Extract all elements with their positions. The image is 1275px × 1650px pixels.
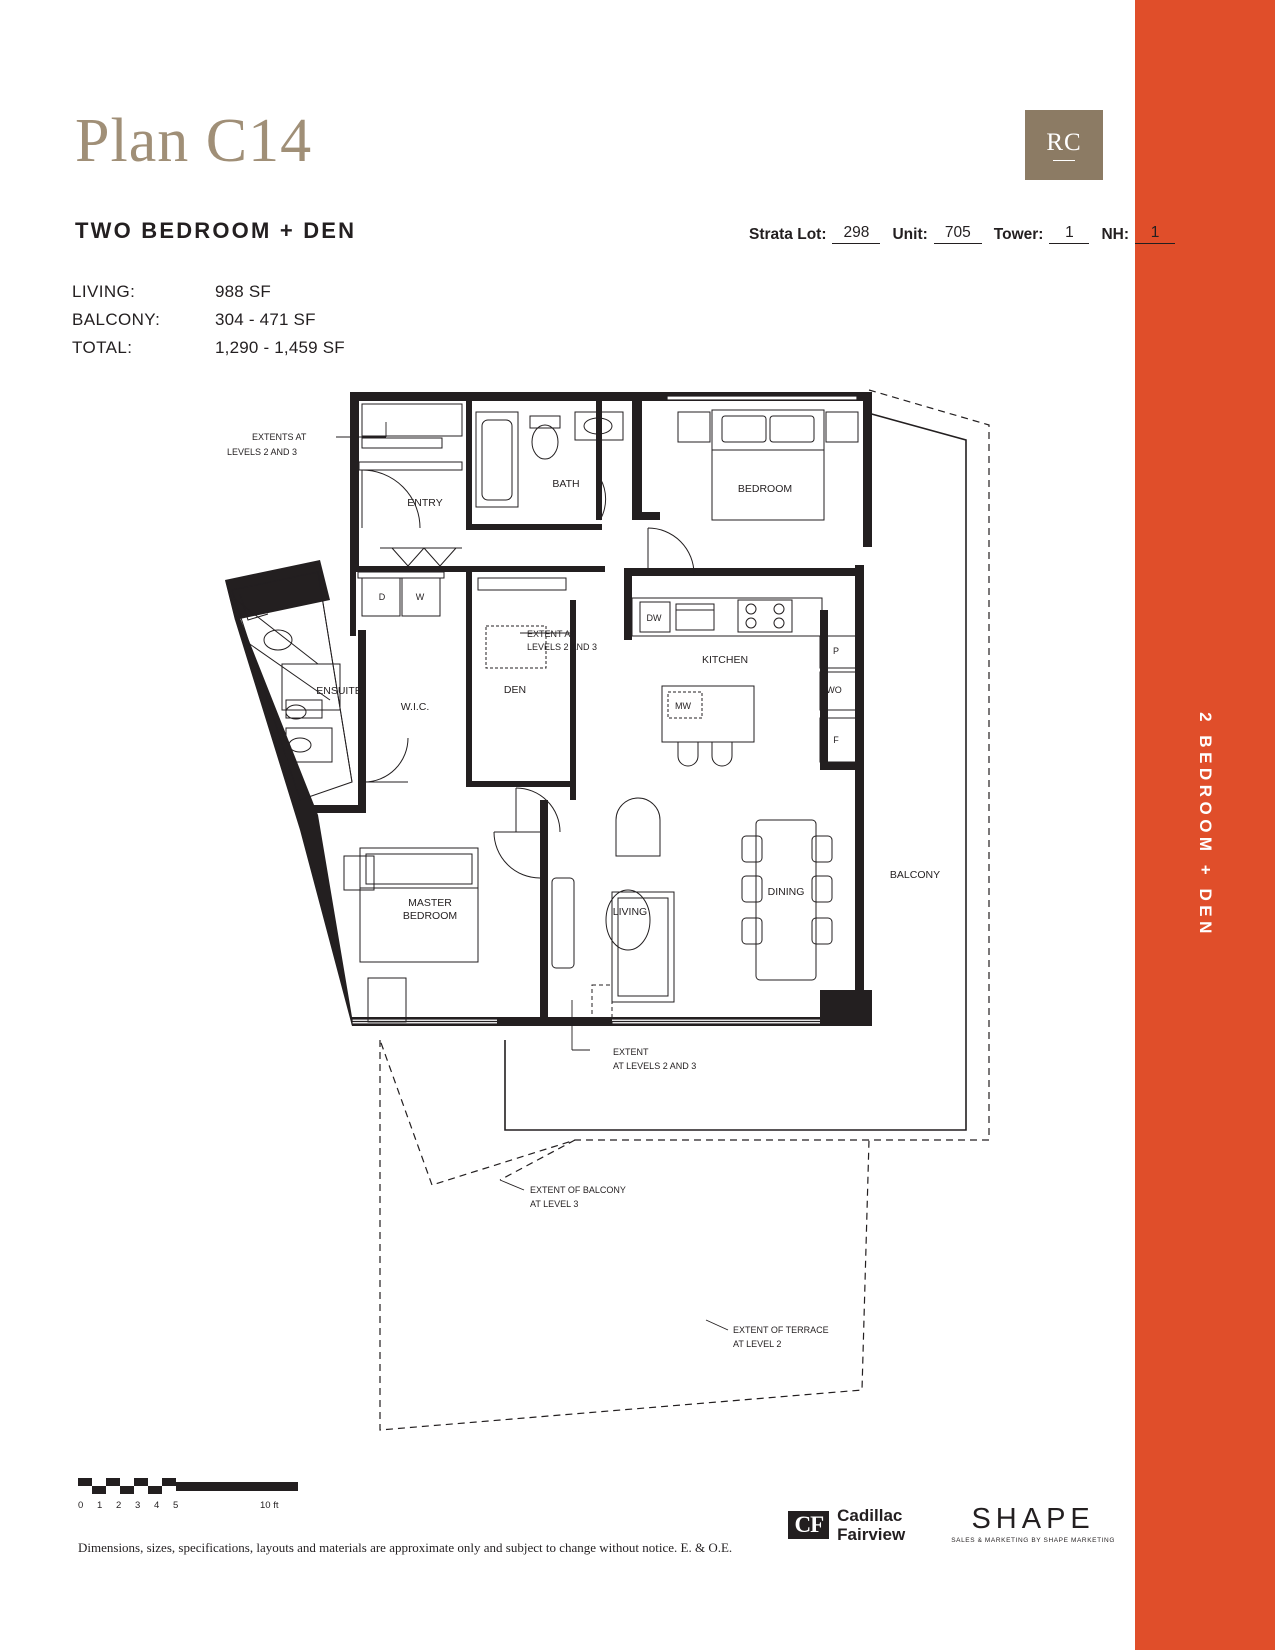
- room-label-master-bedroom: BEDROOM: [402, 910, 458, 922]
- area-total-value: 1,290 - 1,459 SF: [215, 338, 345, 357]
- footer-logos: [788, 1505, 1115, 1544]
- room-label-bath: BATH: [552, 478, 580, 490]
- rc-logo-text: RC: [1046, 128, 1082, 156]
- floor-plan: [0, 370, 1140, 1460]
- appliance-label-fridge: F: [833, 735, 839, 745]
- appliance-label-dryer: D: [378, 592, 386, 602]
- room-label-den: DEN: [503, 684, 527, 696]
- room-label-kitchen: KITCHEN: [701, 654, 749, 666]
- field-unit-label: Unit:: [892, 226, 928, 243]
- cf-wordmark: [837, 1506, 905, 1544]
- room-label-dining: DINING: [767, 886, 805, 898]
- room-label-entry: ENTRY: [407, 497, 443, 509]
- room-label-balcony: BALCONY: [889, 869, 941, 881]
- annotation-extent-line1: EXTENT: [613, 1047, 649, 1057]
- field-unit: [892, 224, 981, 244]
- shape-wordmark: SHAPE: [971, 1503, 1095, 1535]
- scale-tick-2: 2: [116, 1500, 122, 1511]
- field-strata-lot: [749, 224, 881, 244]
- appliance-label-washer: W: [415, 592, 425, 602]
- annotation-terrace-level2-line1: EXTENT OF TERRACE: [733, 1325, 829, 1335]
- annotation-balcony-level3-line1: EXTENT OF BALCONY: [530, 1185, 626, 1195]
- room-label-wic: W.I.C.: [400, 701, 430, 713]
- area-row-total: [72, 334, 345, 362]
- rc-logo: [1025, 110, 1103, 180]
- side-color-bar: [1135, 0, 1275, 1650]
- shape-tagline: SALES & MARKETING BY SHAPE MARKETING: [951, 1537, 1115, 1544]
- field-strata-lot-value[interactable]: 298: [832, 224, 880, 244]
- appliance-label-wall-oven: WO: [826, 685, 842, 695]
- area-balcony-value: 304 - 471 SF: [215, 310, 316, 329]
- area-row-living: [72, 278, 345, 306]
- field-tower: [994, 224, 1090, 244]
- annotation-extent-at-levels-line1: EXTENT AT: [527, 629, 576, 639]
- cf-wordmark-line1: Cadillac: [837, 1505, 903, 1525]
- area-row-balcony: [72, 306, 345, 334]
- scale-tick-3: 3: [135, 1500, 141, 1511]
- scale-bar: [78, 1478, 298, 1514]
- lot-fields: [749, 224, 1175, 244]
- scale-tick-5: 5: [173, 1500, 179, 1511]
- field-tower-value[interactable]: 1: [1049, 224, 1089, 244]
- annotation-terrace-level2-line2: AT LEVEL 2: [733, 1339, 782, 1349]
- area-balcony-label: BALCONY:: [72, 310, 161, 329]
- appliance-label-dishwasher: DW: [646, 613, 662, 623]
- field-unit-value[interactable]: 705: [934, 224, 982, 244]
- plan-subtitle: TWO BEDROOM + DEN: [75, 218, 357, 243]
- area-living-value: 988 SF: [215, 282, 272, 301]
- field-nh: [1101, 224, 1175, 244]
- cadillac-fairview-logo: [788, 1506, 905, 1544]
- disclaimer-text: Dimensions, sizes, specifications, layouts and materials are approximate only and subject to change without notice. E. & O.E.: [78, 1540, 733, 1555]
- scale-end-label: 10 ft: [260, 1500, 279, 1511]
- room-label-living: LIVING: [612, 906, 648, 918]
- scale-tick-0: 0: [78, 1500, 84, 1511]
- rc-logo-rule: [1053, 160, 1075, 161]
- field-strata-lot-label: Strata Lot:: [748, 226, 827, 243]
- scale-tick-1: 1: [97, 1500, 103, 1511]
- room-label-bedroom: BEDROOM: [737, 483, 793, 495]
- scale-tick-4: 4: [154, 1500, 160, 1511]
- room-label-master: MASTER: [408, 897, 452, 909]
- field-tower-label: Tower:: [993, 226, 1044, 243]
- area-summary: [72, 278, 345, 362]
- scale-bar-ticks: [78, 1500, 298, 1514]
- area-total-label: TOTAL:: [72, 338, 133, 357]
- scale-bar-graphic: [78, 1478, 298, 1496]
- plan-appliance-labels: [379, 592, 842, 745]
- field-nh-value[interactable]: 1: [1135, 224, 1175, 244]
- appliance-label-microwave: MW: [675, 701, 691, 711]
- annotation-extents-levels-2-3-line1: EXTENTS AT: [252, 432, 307, 442]
- side-bar-label: 2 BEDROOM + DEN: [1196, 712, 1215, 938]
- shape-logo: [929, 1505, 1115, 1544]
- appliance-label-pantry: P: [832, 646, 840, 656]
- annotation-extent-at-levels-line2: LEVELS 2 AND 3: [527, 642, 598, 652]
- annotation-extents-levels-2-3-line2: LEVELS 2 AND 3: [227, 447, 298, 457]
- cf-monogram: CF: [788, 1511, 829, 1539]
- annotation-balcony-level3-line2: AT LEVEL 3: [530, 1199, 579, 1209]
- cf-wordmark-line2: Fairview: [837, 1524, 906, 1544]
- field-nh-label: NH:: [1101, 226, 1129, 243]
- page-title: Plan C14: [75, 107, 313, 175]
- room-label-ensuite: ENSUITE: [316, 685, 362, 697]
- annotation-extent-line2: AT LEVELS 2 AND 3: [613, 1061, 697, 1071]
- plan-room-labels: [316, 478, 940, 922]
- area-living-label: LIVING:: [72, 282, 136, 301]
